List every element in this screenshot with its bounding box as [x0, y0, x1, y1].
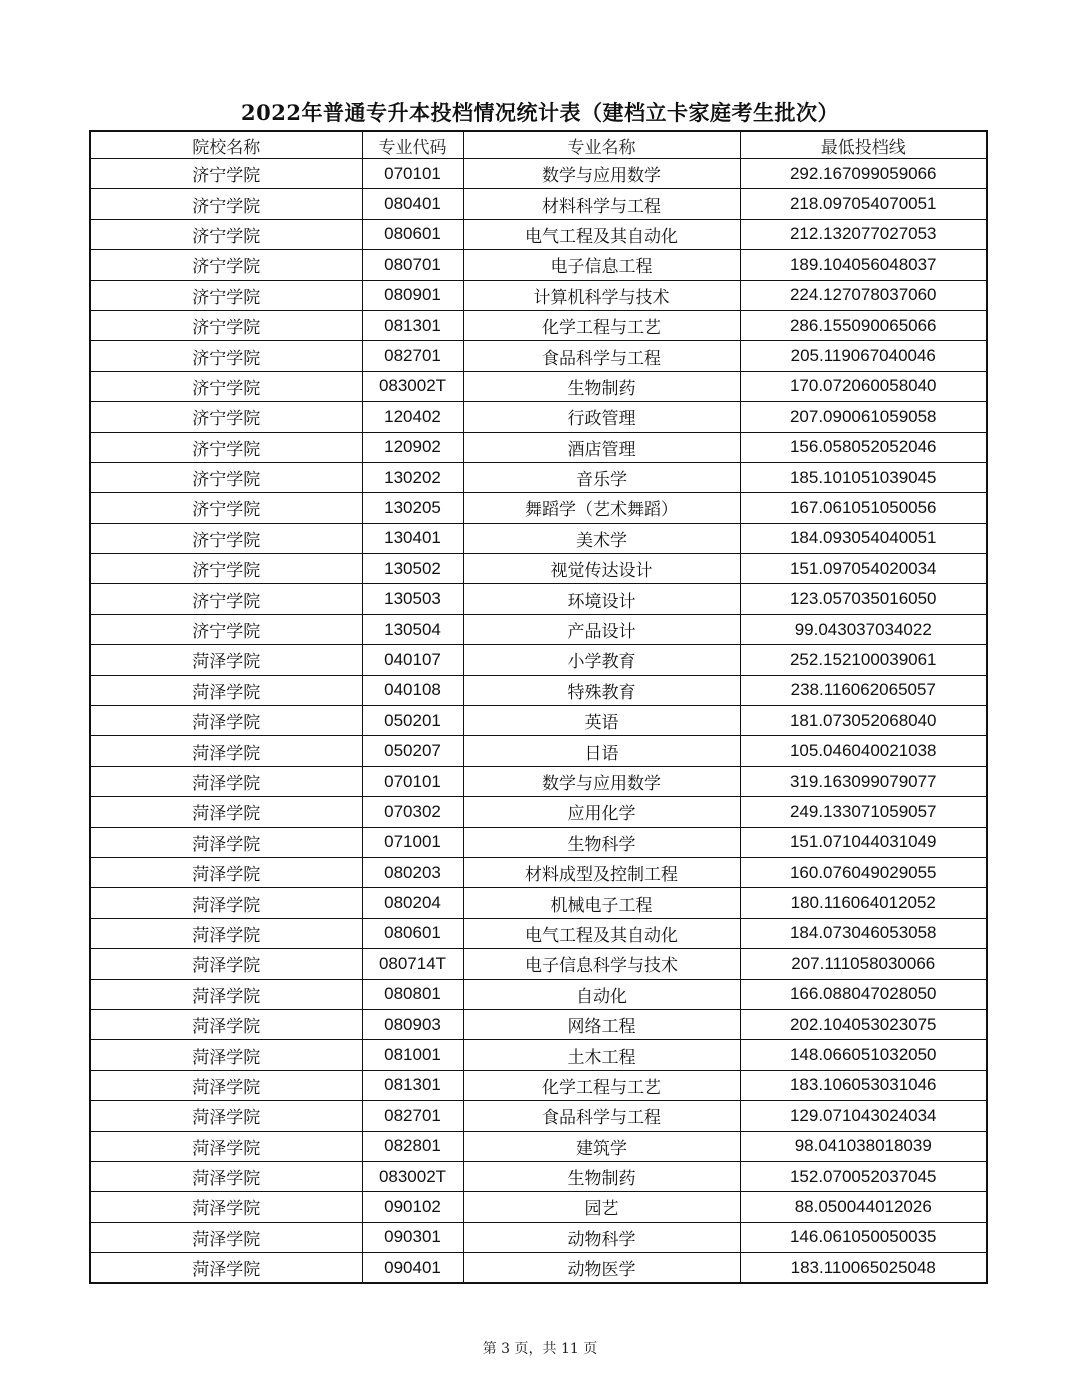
- school-cell: 济宁学院: [90, 523, 362, 553]
- table-row: [90, 614, 987, 644]
- code-cell: 070302: [362, 797, 463, 827]
- table-row: [90, 493, 987, 523]
- score-cell: 98.041038018039: [740, 1131, 987, 1161]
- code-cell: 071001: [362, 827, 463, 857]
- score-cell: 129.071043024034: [740, 1101, 987, 1131]
- table-row: [90, 159, 987, 189]
- code-cell: 081301: [362, 1070, 463, 1100]
- table-row: [90, 1253, 987, 1284]
- code-cell: 082801: [362, 1131, 463, 1161]
- table-row: [90, 1192, 987, 1222]
- table-row: [90, 949, 987, 979]
- school-cell: 济宁学院: [90, 584, 362, 614]
- major-cell: 材料科学与工程: [463, 189, 740, 219]
- table-row: [90, 1161, 987, 1191]
- school-cell: 菏泽学院: [90, 918, 362, 948]
- table-row: [90, 523, 987, 553]
- major-cell: 建筑学: [463, 1131, 740, 1161]
- table-row: [90, 1040, 987, 1070]
- school-cell: 菏泽学院: [90, 888, 362, 918]
- major-cell: 动物科学: [463, 1222, 740, 1252]
- score-cell: 180.116064012052: [740, 888, 987, 918]
- code-cell: 130205: [362, 493, 463, 523]
- code-cell: 080901: [362, 280, 463, 310]
- major-cell: 机械电子工程: [463, 888, 740, 918]
- school-cell: 菏泽学院: [90, 949, 362, 979]
- score-cell: 207.090061059058: [740, 402, 987, 432]
- score-cell: 183.110065025048: [740, 1253, 987, 1284]
- table-row: [90, 918, 987, 948]
- major-cell: 美术学: [463, 523, 740, 553]
- major-cell: 自动化: [463, 979, 740, 1009]
- code-cell: 130502: [362, 554, 463, 584]
- code-cell: 080701: [362, 250, 463, 280]
- school-cell: 菏泽学院: [90, 1009, 362, 1039]
- major-cell: 行政管理: [463, 402, 740, 432]
- table-row: [90, 1222, 987, 1252]
- score-cell: 146.061050050035: [740, 1222, 987, 1252]
- code-cell: 080714T: [362, 949, 463, 979]
- school-cell: 菏泽学院: [90, 706, 362, 736]
- code-cell: 070101: [362, 159, 463, 189]
- code-cell: 082701: [362, 1101, 463, 1131]
- major-cell: 食品科学与工程: [463, 341, 740, 371]
- score-cell: 88.050044012026: [740, 1192, 987, 1222]
- score-cell: 212.132077027053: [740, 219, 987, 249]
- table-row: [90, 402, 987, 432]
- score-cell: 218.097054070051: [740, 189, 987, 219]
- table-row: [90, 1070, 987, 1100]
- major-cell: 生物制药: [463, 371, 740, 401]
- major-cell: 数学与应用数学: [463, 766, 740, 796]
- score-cell: 167.061051050056: [740, 493, 987, 523]
- major-cell: 计算机科学与技术: [463, 280, 740, 310]
- score-cell: 319.163099079077: [740, 766, 987, 796]
- code-cell: 080601: [362, 219, 463, 249]
- major-cell: 日语: [463, 736, 740, 766]
- major-cell: 视觉传达设计: [463, 554, 740, 584]
- score-cell: 292.167099059066: [740, 159, 987, 189]
- major-cell: 化学工程与工艺: [463, 1070, 740, 1100]
- score-cell: 238.116062065057: [740, 675, 987, 705]
- school-cell: 菏泽学院: [90, 1101, 362, 1131]
- table-row: [90, 766, 987, 796]
- school-cell: 济宁学院: [90, 614, 362, 644]
- school-cell: 菏泽学院: [90, 857, 362, 887]
- school-cell: 济宁学院: [90, 189, 362, 219]
- code-cell: 083002T: [362, 371, 463, 401]
- code-cell: 080601: [362, 918, 463, 948]
- table-row: [90, 189, 987, 219]
- code-cell: 130504: [362, 614, 463, 644]
- major-cell: 数学与应用数学: [463, 159, 740, 189]
- table-header: [90, 131, 987, 159]
- school-cell: 菏泽学院: [90, 1222, 362, 1252]
- score-cell: 252.152100039061: [740, 645, 987, 675]
- table-row: [90, 675, 987, 705]
- table-row: [90, 1009, 987, 1039]
- page-title: 2022年普通专升本投档情况统计表（建档立卡家庭考生批次）: [241, 100, 839, 125]
- score-cell: 152.070052037045: [740, 1161, 987, 1191]
- major-cell: 音乐学: [463, 462, 740, 492]
- school-cell: 济宁学院: [90, 159, 362, 189]
- school-cell: 济宁学院: [90, 250, 362, 280]
- table-row: [90, 310, 987, 340]
- school-cell: 菏泽学院: [90, 797, 362, 827]
- table-row: [90, 888, 987, 918]
- code-cell: 081001: [362, 1040, 463, 1070]
- code-cell: 090401: [362, 1253, 463, 1284]
- column-header-major: 专业名称: [463, 131, 740, 159]
- code-cell: 130503: [362, 584, 463, 614]
- major-cell: 电气工程及其自动化: [463, 219, 740, 249]
- score-cell: 185.101051039045: [740, 462, 987, 492]
- major-cell: 化学工程与工艺: [463, 310, 740, 340]
- major-cell: 网络工程: [463, 1009, 740, 1039]
- score-cell: 160.076049029055: [740, 857, 987, 887]
- table-row: [90, 250, 987, 280]
- major-cell: 电子信息工程: [463, 250, 740, 280]
- code-cell: 090102: [362, 1192, 463, 1222]
- code-cell: 083002T: [362, 1161, 463, 1191]
- code-cell: 070101: [362, 766, 463, 796]
- school-cell: 菏泽学院: [90, 766, 362, 796]
- score-cell: 156.058052052046: [740, 432, 987, 462]
- table-row: [90, 645, 987, 675]
- score-cell: 224.127078037060: [740, 280, 987, 310]
- code-cell: 120902: [362, 432, 463, 462]
- table-row: [90, 797, 987, 827]
- table-row: [90, 857, 987, 887]
- school-cell: 济宁学院: [90, 310, 362, 340]
- code-cell: 050207: [362, 736, 463, 766]
- table-body: [90, 159, 987, 1284]
- code-cell: 080401: [362, 189, 463, 219]
- page-number: 第 3 页，共 11 页: [482, 1341, 598, 1357]
- admission-table: [89, 130, 988, 1284]
- school-cell: 济宁学院: [90, 371, 362, 401]
- major-cell: 英语: [463, 706, 740, 736]
- school-cell: 菏泽学院: [90, 1040, 362, 1070]
- column-header-code: 专业代码: [362, 131, 463, 159]
- school-cell: 菏泽学院: [90, 645, 362, 675]
- table-row: [90, 979, 987, 1009]
- score-cell: 184.093054040051: [740, 523, 987, 553]
- school-cell: 济宁学院: [90, 280, 362, 310]
- school-cell: 济宁学院: [90, 462, 362, 492]
- major-cell: 材料成型及控制工程: [463, 857, 740, 887]
- table-row: [90, 371, 987, 401]
- code-cell: 080903: [362, 1009, 463, 1039]
- code-cell: 130401: [362, 523, 463, 553]
- code-cell: 080801: [362, 979, 463, 1009]
- school-cell: 菏泽学院: [90, 827, 362, 857]
- code-cell: 082701: [362, 341, 463, 371]
- code-cell: 130202: [362, 462, 463, 492]
- score-cell: 202.104053023075: [740, 1009, 987, 1039]
- major-cell: 园艺: [463, 1192, 740, 1222]
- school-cell: 济宁学院: [90, 402, 362, 432]
- school-cell: 菏泽学院: [90, 675, 362, 705]
- table-row: [90, 827, 987, 857]
- table-row: [90, 1101, 987, 1131]
- score-cell: 205.119067040046: [740, 341, 987, 371]
- score-cell: 151.097054020034: [740, 554, 987, 584]
- school-cell: 菏泽学院: [90, 1192, 362, 1222]
- major-cell: 特殊教育: [463, 675, 740, 705]
- school-cell: 济宁学院: [90, 341, 362, 371]
- major-cell: 酒店管理: [463, 432, 740, 462]
- school-cell: 菏泽学院: [90, 979, 362, 1009]
- major-cell: 小学教育: [463, 645, 740, 675]
- score-cell: 166.088047028050: [740, 979, 987, 1009]
- major-cell: 应用化学: [463, 797, 740, 827]
- score-cell: 249.133071059057: [740, 797, 987, 827]
- major-cell: 动物医学: [463, 1253, 740, 1284]
- score-cell: 286.155090065066: [740, 310, 987, 340]
- score-cell: 181.073052068040: [740, 706, 987, 736]
- column-header-school: 院校名称: [90, 131, 362, 159]
- school-cell: 济宁学院: [90, 219, 362, 249]
- table-row: [90, 584, 987, 614]
- major-cell: 舞蹈学（艺术舞蹈）: [463, 493, 740, 523]
- major-cell: 电子信息科学与技术: [463, 949, 740, 979]
- score-cell: 99.043037034022: [740, 614, 987, 644]
- school-cell: 济宁学院: [90, 432, 362, 462]
- school-cell: 济宁学院: [90, 554, 362, 584]
- score-cell: 123.057035016050: [740, 584, 987, 614]
- score-cell: 105.046040021038: [740, 736, 987, 766]
- score-cell: 184.073046053058: [740, 918, 987, 948]
- score-cell: 189.104056048037: [740, 250, 987, 280]
- table-row: [90, 280, 987, 310]
- major-cell: 生物科学: [463, 827, 740, 857]
- school-cell: 菏泽学院: [90, 736, 362, 766]
- major-cell: 电气工程及其自动化: [463, 918, 740, 948]
- score-cell: 148.066051032050: [740, 1040, 987, 1070]
- table-row: [90, 554, 987, 584]
- score-cell: 183.106053031046: [740, 1070, 987, 1100]
- code-cell: 090301: [362, 1222, 463, 1252]
- major-cell: 环境设计: [463, 584, 740, 614]
- major-cell: 食品科学与工程: [463, 1101, 740, 1131]
- code-cell: 040107: [362, 645, 463, 675]
- major-cell: 产品设计: [463, 614, 740, 644]
- header-row: [90, 131, 987, 159]
- school-cell: 菏泽学院: [90, 1253, 362, 1284]
- table-row: [90, 1131, 987, 1161]
- major-cell: 生物制药: [463, 1161, 740, 1191]
- code-cell: 050201: [362, 706, 463, 736]
- code-cell: 081301: [362, 310, 463, 340]
- school-cell: 菏泽学院: [90, 1161, 362, 1191]
- school-cell: 济宁学院: [90, 493, 362, 523]
- code-cell: 080203: [362, 857, 463, 887]
- school-cell: 菏泽学院: [90, 1131, 362, 1161]
- table-row: [90, 219, 987, 249]
- score-cell: 207.111058030066: [740, 949, 987, 979]
- code-cell: 040108: [362, 675, 463, 705]
- column-header-score: 最低投档线: [740, 131, 987, 159]
- table-row: [90, 462, 987, 492]
- code-cell: 120402: [362, 402, 463, 432]
- table-row: [90, 736, 987, 766]
- code-cell: 080204: [362, 888, 463, 918]
- table-row: [90, 432, 987, 462]
- table-row: [90, 706, 987, 736]
- major-cell: 土木工程: [463, 1040, 740, 1070]
- school-cell: 菏泽学院: [90, 1070, 362, 1100]
- score-cell: 170.072060058040: [740, 371, 987, 401]
- score-cell: 151.071044031049: [740, 827, 987, 857]
- table-row: [90, 341, 987, 371]
